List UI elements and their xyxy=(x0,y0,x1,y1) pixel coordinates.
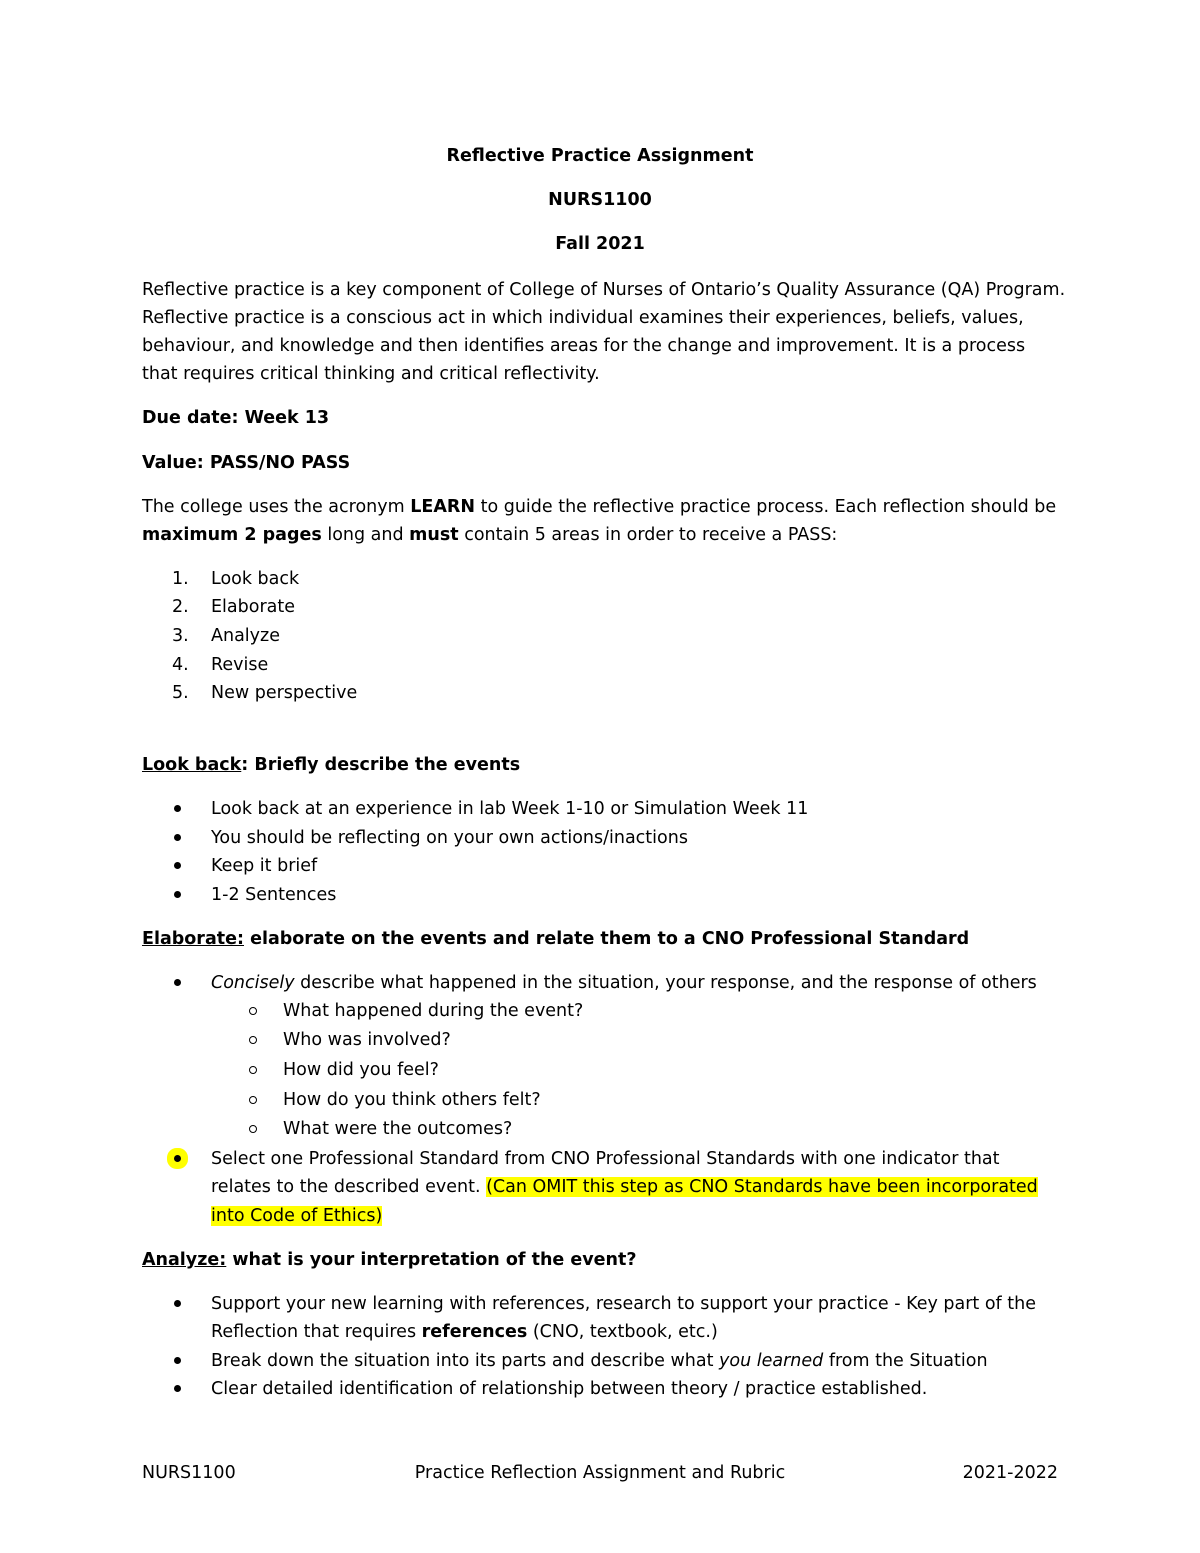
sub-bullet-icon xyxy=(249,1066,257,1074)
value: Value: PASS/NO PASS xyxy=(142,453,351,473)
look-back-heading: Look back: Briefly describe the events xyxy=(142,755,521,775)
intro-line-2: Reflective practice is a conscious act in which individual examines their experiences, beliefs, values, xyxy=(142,308,1024,328)
sub-bullet-icon xyxy=(249,1036,257,1044)
elaborate-bullet-1: Concisely describe what happened in the situation, your response, and the response of others xyxy=(211,973,1037,993)
document-title: Reflective Practice Assignment xyxy=(446,146,754,166)
elaborate-heading: Elaborate: elaborate on the events and relate them to a CNO Professional Standard xyxy=(142,929,970,949)
highlighted-note: (Can OMIT this step as CNO Standards have been incorporated xyxy=(486,1177,1038,1197)
list-item: Elaborate xyxy=(211,597,296,617)
elaborate-bullet-2-line-3 xyxy=(211,1205,382,1227)
list-item: New perspective xyxy=(211,683,358,703)
list-number: 2. xyxy=(172,597,189,617)
learn-paragraph-line-1: The college uses the acronym LEARN to guide the reflective practice process. Each reflection should be xyxy=(142,497,1057,517)
bullet-icon xyxy=(174,1300,181,1307)
term: Fall 2021 xyxy=(555,234,645,254)
elaborate-bullet-2-line-2: relates to the described event. (Can OMIT this step as CNO Standards have been incorporated xyxy=(211,1177,1038,1197)
analyze-bullet-1-line-1: Support your new learning with references, research to support your practice - Key part of the xyxy=(211,1294,1036,1314)
list-item: Revise xyxy=(211,655,269,675)
look-back-bullet: Look back at an experience in lab Week 1-10 or Simulation Week 11 xyxy=(211,799,809,819)
list-number: 5. xyxy=(172,683,189,703)
elaborate-sub-item: What happened during the event? xyxy=(283,1001,584,1021)
intro-line-3: behaviour, and knowledge and then identifies areas for the change and improvement. It is a process xyxy=(142,336,1026,356)
bullet-icon xyxy=(174,1357,181,1364)
bullet-icon xyxy=(174,1385,181,1392)
bullet-icon xyxy=(174,805,181,812)
course-code: NURS1100 xyxy=(548,190,652,210)
sub-bullet-icon xyxy=(249,1125,257,1133)
analyze-bullet-1-line-2: Reflection that requires references (CNO, textbook, etc.) xyxy=(211,1322,718,1342)
due-date: Due date: Week 13 xyxy=(142,408,330,428)
elaborate-sub-item: Who was involved? xyxy=(283,1030,451,1050)
elaborate-sub-item: How did you feel? xyxy=(283,1060,439,1080)
sub-bullet-icon xyxy=(249,1007,257,1015)
elaborate-bullet-2-line-1: Select one Professional Standard from CNO Professional Standards with one indicator that xyxy=(211,1149,1000,1169)
list-number: 4. xyxy=(172,655,189,675)
list-number: 3. xyxy=(172,626,189,646)
analyze-bullet-3: Clear detailed identification of relationship between theory / practice established. xyxy=(211,1379,928,1399)
bullet-icon xyxy=(174,862,181,869)
intro-line-1: Reflective practice is a key component of College of Nurses of Ontario’s Quality Assurance (QA) Program. xyxy=(142,280,1066,300)
intro-line-4: that requires critical thinking and critical reflectivity. xyxy=(142,364,600,384)
elaborate-sub-item: How do you think others felt? xyxy=(283,1090,541,1110)
sub-bullet-icon xyxy=(249,1096,257,1104)
list-item: Analyze xyxy=(211,626,280,646)
footer-right: 2021-2022 xyxy=(962,1463,1058,1483)
bullet-icon xyxy=(174,1155,181,1162)
bullet-icon xyxy=(174,979,181,986)
analyze-bullet-2: Break down the situation into its parts and describe what you learned from the Situation xyxy=(211,1351,988,1371)
learn-paragraph-line-2: maximum 2 pages long and must contain 5 areas in order to receive a PASS: xyxy=(142,525,838,545)
highlighted-note: into Code of Ethics) xyxy=(211,1206,383,1226)
list-number: 1. xyxy=(172,569,189,589)
footer-left: NURS1100 xyxy=(142,1463,236,1483)
elaborate-sub-item: What were the outcomes? xyxy=(283,1119,513,1139)
bullet-icon xyxy=(174,891,181,898)
look-back-bullet: You should be reflecting on your own actions/inactions xyxy=(211,828,688,848)
look-back-bullet: Keep it brief xyxy=(211,856,318,876)
bullet-icon xyxy=(174,834,181,841)
look-back-bullet: 1-2 Sentences xyxy=(211,885,337,905)
footer-center: Practice Reflection Assignment and Rubric xyxy=(414,1463,786,1483)
analyze-heading: Analyze: what is your interpretation of the event? xyxy=(142,1250,637,1270)
list-item: Look back xyxy=(211,569,300,589)
